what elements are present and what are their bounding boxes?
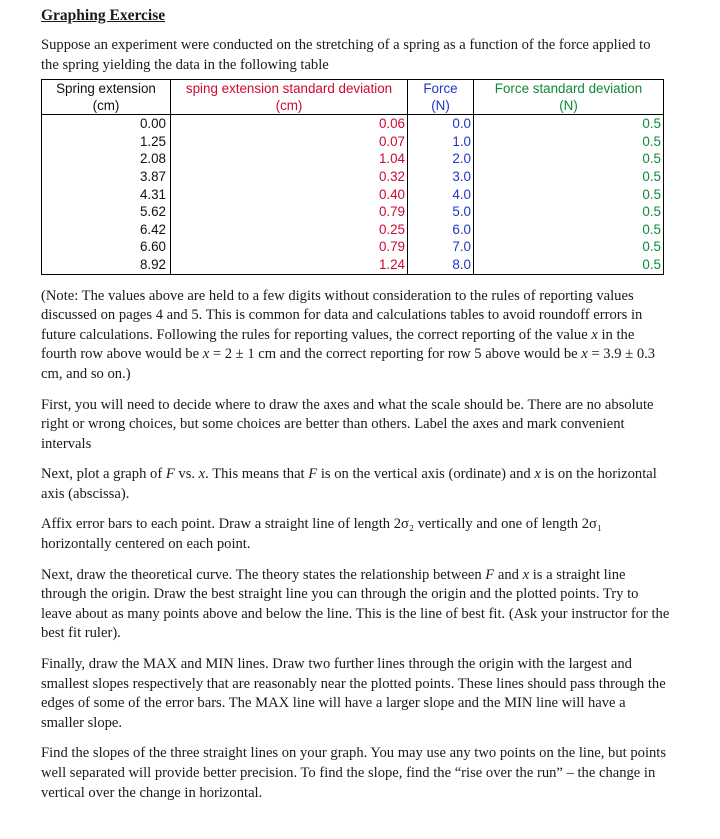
document-page — [41, 6, 671, 803]
table-body — [42, 115, 664, 274]
table-row — [42, 168, 664, 186]
cell-force-sd: 0.5 — [474, 256, 664, 274]
header-line: Force — [423, 81, 458, 97]
table-row — [42, 203, 664, 221]
cell-force-sd: 0.5 — [474, 186, 664, 204]
page-title: Graphing Exercise — [41, 7, 166, 24]
header-unit: (N) — [559, 98, 578, 114]
header-force — [408, 80, 474, 115]
table-row — [42, 221, 664, 239]
cell-extension-sd: 0.25 — [171, 221, 408, 239]
max-min-paragraph: Finally, draw the MAX and MIN lines. Draw two further lines through the origin with the largest and smallest slopes respectively that are reasonably near the plotted points. These lines should pass through the edges of some of the error bars. The MAX line will have a larger slope and the MIN line will have a smaller slope. — [41, 656, 666, 731]
cell-force-sd: 0.5 — [474, 168, 664, 186]
cell-extension-sd: 0.79 — [171, 238, 408, 256]
error-bars-paragraph: Affix error bars to each point. Draw a straight line of length 2σ₂ vertically and one of length 2σ₁ horizontally centered on each point. — [41, 516, 602, 553]
slopes-paragraph: Find the slopes of the three straight lines on your graph. You may use any two points on the line, but points well separated will provide better precision. To find the slope, find the “rise over the run” – the change in vertical over the change in horizontal. — [41, 745, 667, 801]
cell-spring-extension: 6.42 — [42, 221, 171, 239]
header-force-sd — [474, 80, 664, 115]
header-unit: (N) — [431, 98, 450, 114]
cell-force-sd: 0.5 — [474, 115, 664, 133]
header-unit: (cm) — [92, 98, 120, 114]
cell-extension-sd: 1.04 — [171, 150, 408, 168]
intro-paragraph: Suppose an experiment were conducted on the stretching of a spring as a function of the force applied to the spring yielding the data in the following table — [41, 37, 651, 73]
cell-spring-extension: 5.62 — [42, 203, 171, 221]
cell-spring-extension: 6.60 — [42, 238, 171, 256]
table-row — [42, 238, 664, 256]
cell-force: 2.0 — [408, 150, 474, 168]
cell-force: 6.0 — [408, 221, 474, 239]
axes-paragraph: First, you will need to decide where to draw the axes and what the scale should be. There are no absolute right or wrong choices, but some choices are better than others. Label the axes and mark convenient intervals — [41, 396, 654, 452]
cell-force-sd: 0.5 — [474, 221, 664, 239]
cell-force-sd: 0.5 — [474, 133, 664, 151]
theory-paragraph: Next, draw the theoretical curve. The theory states the relationship between F and x is a straight line through the origin. Draw the best straight line you can through the origin and the plotted points. Try to leave about as many points above and below the line. This is the line of best fit. (Ask your instructor for the best fit ruler). — [41, 566, 670, 642]
table-row — [42, 133, 664, 151]
data-table-container — [41, 79, 671, 274]
cell-extension-sd: 0.07 — [171, 133, 408, 151]
header-line: Force standard deviation — [494, 81, 643, 97]
cell-force-sd: 0.5 — [474, 238, 664, 256]
cell-spring-extension: 2.08 — [42, 150, 171, 168]
cell-spring-extension: 3.87 — [42, 168, 171, 186]
cell-force: 7.0 — [408, 238, 474, 256]
table-row — [42, 115, 664, 133]
cell-force: 3.0 — [408, 168, 474, 186]
cell-force: 8.0 — [408, 256, 474, 274]
table-row — [42, 256, 664, 274]
table-row — [42, 150, 664, 168]
cell-extension-sd: 0.79 — [171, 203, 408, 221]
cell-force-sd: 0.5 — [474, 150, 664, 168]
cell-spring-extension: 0.00 — [42, 115, 171, 133]
cell-spring-extension: 4.31 — [42, 186, 171, 204]
cell-extension-sd: 0.32 — [171, 168, 408, 186]
cell-force: 1.0 — [408, 133, 474, 151]
cell-force: 5.0 — [408, 203, 474, 221]
cell-force: 4.0 — [408, 186, 474, 204]
header-line: sping extension standard deviation — [185, 81, 393, 97]
header-unit: (cm) — [275, 98, 303, 114]
data-table — [41, 79, 664, 274]
table-row — [42, 186, 664, 204]
cell-extension-sd: 0.06 — [171, 115, 408, 133]
plot-paragraph: Next, plot a graph of F vs. x. This means that F is on the vertical axis (ordinate) and x is on the horizontal axis (abscissa). — [41, 466, 657, 502]
header-spring-extension — [42, 80, 171, 115]
cell-extension-sd: 1.24 — [171, 256, 408, 274]
cell-spring-extension: 1.25 — [42, 133, 171, 151]
cell-spring-extension: 8.92 — [42, 256, 171, 274]
cell-extension-sd: 0.40 — [171, 186, 408, 204]
header-line: Spring extension — [56, 81, 156, 97]
cell-force: 0.0 — [408, 115, 474, 133]
table-header-row — [42, 80, 664, 115]
cell-force-sd: 0.5 — [474, 203, 664, 221]
note-paragraph: (Note: The values above are held to a few digits without consideration to the rules of reporting values discussed on pages 4 and 5. This is common for data and calculations tables to avoid roundoff errors in future calculations. Following the rules for reporting values, the correct reporting of the value x in the fourth row above would be x = 2 ± 1 cm and the correct reporting for row 5 above would be x = 3.9 ± 0.3 cm, and so on.) — [41, 287, 656, 382]
header-extension-sd — [171, 80, 408, 115]
